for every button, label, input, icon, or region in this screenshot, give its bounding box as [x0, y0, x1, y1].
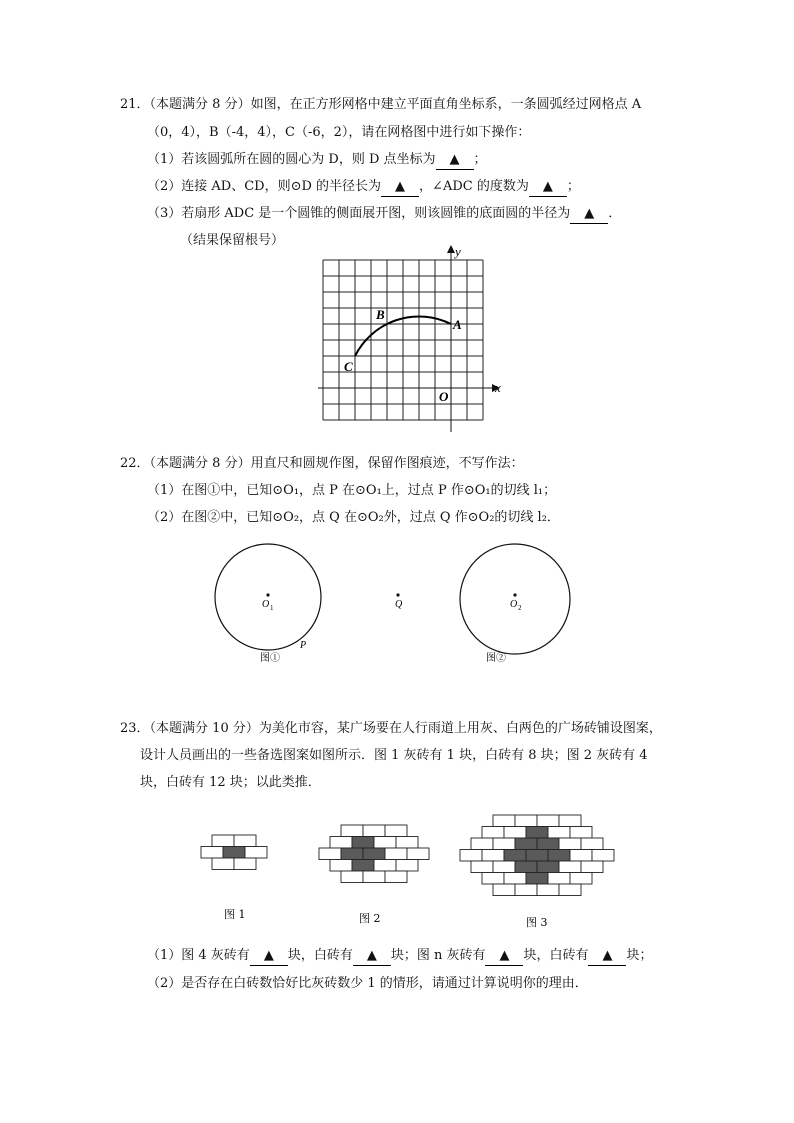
white-brick — [493, 884, 515, 896]
white-brick — [471, 838, 493, 850]
answer-blank[interactable]: ▲ — [529, 178, 567, 197]
white-brick — [341, 871, 363, 883]
white-brick — [212, 858, 234, 870]
white-brick — [212, 835, 234, 847]
white-brick — [559, 884, 581, 896]
white-brick — [234, 858, 256, 870]
gray-brick — [352, 860, 374, 872]
label-o1: O — [262, 599, 270, 610]
fig1-caption: 图① — [260, 653, 280, 664]
q23-line1: 23．（本题满分 10 分）为美化市容，某广场要在人行雨道上用灰、白两色的广场砖铺设图案， — [120, 721, 662, 736]
label-point-a: A — [453, 317, 462, 332]
white-brick — [396, 837, 418, 849]
label-x-axis: x — [495, 380, 501, 395]
label-p: P — [300, 640, 307, 651]
white-brick — [559, 861, 581, 873]
fig2-caption: 图② — [486, 653, 506, 664]
q22-line1: 22．（本题满分 8 分）用直尺和圆规作图，保留作图痕迹，不写作法： — [120, 456, 524, 471]
q21-part1: （1）若该圆弧所在圆的圆心为 D，则 D 点坐标为 ▲ ； — [147, 151, 487, 170]
white-brick — [493, 861, 515, 873]
label-o2-sub: 2 — [518, 604, 522, 612]
white-brick — [493, 838, 515, 850]
white-brick — [471, 861, 493, 873]
gray-brick — [526, 873, 548, 885]
white-brick — [515, 884, 537, 896]
white-brick — [407, 848, 429, 860]
white-brick — [363, 825, 385, 837]
label-point-c: C — [344, 359, 353, 374]
white-brick — [559, 815, 581, 827]
gray-brick — [537, 838, 559, 850]
gray-brick — [515, 861, 537, 873]
white-brick — [592, 850, 614, 862]
white-brick — [581, 838, 603, 850]
white-brick — [515, 815, 537, 827]
white-brick — [385, 871, 407, 883]
gray-brick — [223, 847, 245, 859]
white-brick — [330, 860, 352, 872]
gray-brick — [526, 827, 548, 839]
white-brick — [374, 837, 396, 849]
white-brick — [482, 827, 504, 839]
label-q: Q — [395, 599, 403, 610]
gray-brick — [515, 838, 537, 850]
white-brick — [548, 873, 570, 885]
q23-line2: 设计人员画出的一些备选图案如图所示．图 1 灰砖有 1 块，白砖有 8 块；图 2 灰砖有 4 — [140, 748, 648, 763]
brick-pattern-1 — [201, 835, 267, 870]
white-brick — [330, 837, 352, 849]
white-brick — [581, 861, 603, 873]
white-brick — [363, 871, 385, 883]
white-brick — [385, 825, 407, 837]
gray-brick — [352, 837, 374, 849]
fig2-caption: 图 2 — [359, 912, 381, 925]
answer-blank[interactable]: ▲ — [570, 205, 608, 224]
gray-brick — [548, 850, 570, 862]
white-brick — [245, 847, 267, 859]
white-brick — [570, 873, 592, 885]
brick-pattern-2 — [319, 825, 429, 883]
answer-blank[interactable]: ▲ — [436, 151, 474, 170]
q23-part1: （1）图 4 灰砖有 ▲ 块，白砖有 ▲ 块；图 n 灰砖有 ▲ 块，白砖有 ▲ 块； — [147, 947, 653, 966]
white-brick — [234, 835, 256, 847]
white-brick — [493, 815, 515, 827]
q21-part2: （2）连接 AD、CD，则⊙D 的半径长为 ▲ ，∠ADC 的度数为 ▲ ； — [147, 178, 580, 197]
white-brick — [570, 827, 592, 839]
answer-blank[interactable]: ▲ — [485, 947, 523, 966]
fig3-caption: 图 3 — [526, 916, 548, 929]
q22-part1: （1）在图①中，已知⊙O₁，点 P 在⊙O₁上，过点 P 作⊙O₁的切线 l₁； — [147, 483, 557, 498]
white-brick — [319, 848, 341, 860]
white-brick — [482, 850, 504, 862]
label-o1-sub: 1 — [270, 604, 274, 612]
fig1-caption: 图 1 — [224, 908, 246, 921]
white-brick — [482, 873, 504, 885]
white-brick — [504, 827, 526, 839]
white-brick — [460, 850, 482, 862]
q21-part3: （3）若扇形 ADC 是一个圆锥的侧面展开图，则该圆锥的底面圆的半径为 ▲ ． — [147, 205, 621, 224]
white-brick — [537, 815, 559, 827]
white-brick — [548, 827, 570, 839]
label-origin: O — [439, 389, 449, 404]
q23-part2: （2）是否存在白砖数恰好比灰砖数少 1 的情形，请通过计算说明你的理由． — [147, 976, 588, 991]
white-brick — [201, 847, 223, 859]
gray-brick — [537, 861, 559, 873]
white-brick — [385, 848, 407, 860]
answer-blank[interactable]: ▲ — [250, 947, 288, 966]
brick-pattern-3 — [460, 815, 614, 896]
answer-blank[interactable]: ▲ — [588, 947, 626, 966]
gray-brick — [341, 848, 363, 860]
gray-brick — [526, 850, 548, 862]
q23-line3: 块，白砖有 12 块；以此类推． — [140, 775, 321, 790]
q22-part2: （2）在图②中，已知⊙O₂，点 Q 在⊙O₂外，过点 Q 作⊙O₂的切线 l₂． — [147, 510, 560, 525]
label-point-b: B — [376, 307, 385, 322]
label-y-axis: y — [455, 244, 461, 259]
q21-line2: （0，4），B（-4，4），C（-6，2），请在网格图中进行如下操作： — [147, 125, 531, 140]
label-o2: O — [510, 599, 518, 610]
gray-brick — [504, 850, 526, 862]
gray-brick — [363, 848, 385, 860]
white-brick — [341, 825, 363, 837]
white-brick — [537, 884, 559, 896]
q21-note: （结果保留根号） — [180, 233, 285, 248]
white-brick — [559, 838, 581, 850]
white-brick — [570, 850, 592, 862]
answer-blank[interactable]: ▲ — [381, 178, 419, 197]
white-brick — [374, 860, 396, 872]
white-brick — [504, 873, 526, 885]
answer-blank[interactable]: ▲ — [353, 947, 391, 966]
q21-line1: 21．（本题满分 8 分）如图，在正方形网格中建立平面直角坐标系，一条圆弧经过网格点 A — [120, 97, 642, 112]
white-brick — [396, 860, 418, 872]
